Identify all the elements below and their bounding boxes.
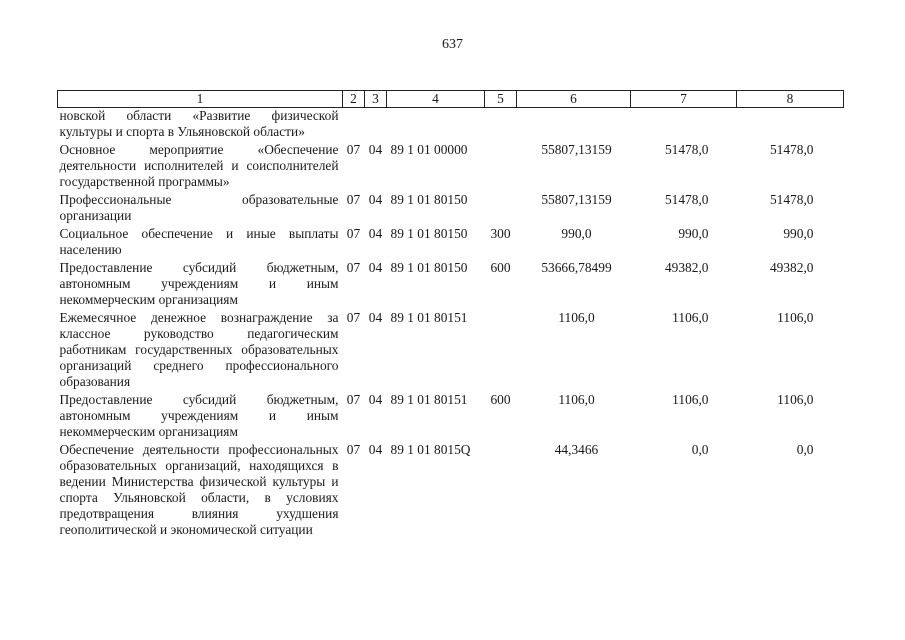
row-amount-year-1: 44,3466 bbox=[554, 442, 599, 457]
table-row bbox=[58, 442, 844, 540]
row-expense-type: 600 bbox=[490, 260, 511, 275]
column-header-6: 6 bbox=[517, 91, 631, 108]
row-target-article: 89 1 01 80150 bbox=[390, 260, 468, 275]
row-amount-year-2: 51478,0 bbox=[664, 192, 709, 207]
row-subsection: 04 bbox=[368, 226, 383, 241]
row-target-article: 89 1 01 80150 bbox=[390, 226, 468, 241]
column-header-7: 7 bbox=[631, 91, 737, 108]
header-row bbox=[58, 91, 844, 108]
page-number: 637 bbox=[442, 37, 463, 52]
row-subsection: 04 bbox=[368, 260, 383, 275]
row-target-article: 89 1 01 8015Q bbox=[390, 442, 471, 457]
row-expense-type: 300 bbox=[490, 226, 511, 241]
row-amount-year-1: 1106,0 bbox=[558, 392, 595, 407]
row-subsection: 04 bbox=[368, 142, 383, 157]
row-name: Предоставление субсидий бюджетным, автономным учреждениям и иным некоммерческим организациям bbox=[59, 260, 339, 307]
row-subsection: 04 bbox=[368, 392, 383, 407]
row-amount-year-3: 1106,0 bbox=[777, 392, 814, 407]
table-row bbox=[58, 226, 844, 260]
row-subsection: 04 bbox=[368, 310, 383, 325]
column-header-4: 4 bbox=[387, 91, 485, 108]
table-row bbox=[58, 260, 844, 310]
row-target-article: 89 1 01 80150 bbox=[390, 192, 468, 207]
row-amount-year-1: 55807,13159 bbox=[541, 192, 612, 207]
column-header-1: 1 bbox=[58, 91, 343, 108]
row-subsection bbox=[365, 108, 387, 143]
row-amount-year-1: 990,0 bbox=[561, 226, 592, 241]
row-expense-type bbox=[485, 142, 517, 192]
row-amount-year-3: 1106,0 bbox=[777, 310, 814, 325]
row-amount-year-1 bbox=[517, 108, 631, 143]
row-amount-year-3: 51478,0 bbox=[769, 192, 814, 207]
row-name: Профессиональные образовательные организации bbox=[59, 192, 339, 223]
row-amount-year-1: 1106,0 bbox=[558, 310, 595, 325]
table-row bbox=[58, 392, 844, 442]
row-section bbox=[343, 108, 365, 143]
row-amount-year-2: 1106,0 bbox=[672, 392, 709, 407]
row-name: новской области «Развитие физической культуры и спорта в Ульяновской области» bbox=[59, 108, 339, 139]
row-target-article: 89 1 01 00000 bbox=[390, 142, 468, 157]
table-row bbox=[58, 108, 844, 143]
row-subsection: 04 bbox=[368, 192, 383, 207]
row-expense-type bbox=[485, 192, 517, 226]
column-header-5: 5 bbox=[485, 91, 517, 108]
row-expense-type bbox=[485, 442, 517, 540]
row-section: 07 bbox=[346, 142, 361, 157]
column-header-3: 3 bbox=[365, 91, 387, 108]
row-section: 07 bbox=[346, 226, 361, 241]
table-row bbox=[58, 192, 844, 226]
row-amount-year-2: 51478,0 bbox=[664, 142, 709, 157]
row-amount-year-3: 49382,0 bbox=[769, 260, 814, 275]
row-expense-type: 600 bbox=[490, 392, 511, 407]
row-name: Предоставление субсидий бюджетным, автономным учреждениям и иным некоммерческим организациям bbox=[59, 392, 339, 439]
row-name: Основное мероприятие «Обеспечение деятельности исполнителей и соисполнителей государственной программы» bbox=[59, 142, 339, 189]
row-section: 07 bbox=[346, 192, 361, 207]
row-section: 07 bbox=[346, 310, 361, 325]
row-amount-year-3: 0,0 bbox=[796, 442, 814, 457]
table-row bbox=[58, 142, 844, 192]
column-header-2: 2 bbox=[343, 91, 365, 108]
row-amount-year-3: 990,0 bbox=[783, 226, 814, 241]
row-amount-year-2: 49382,0 bbox=[664, 260, 709, 275]
row-target-article: 89 1 01 80151 bbox=[390, 310, 468, 325]
row-amount-year-2: 1106,0 bbox=[672, 310, 709, 325]
row-amount-year-2: 0,0 bbox=[691, 442, 709, 457]
row-amount-year-3 bbox=[737, 108, 844, 143]
budget-table bbox=[57, 90, 844, 540]
row-amount-year-2 bbox=[631, 108, 737, 143]
row-section: 07 bbox=[346, 442, 361, 457]
row-section: 07 bbox=[346, 260, 361, 275]
row-section: 07 bbox=[346, 392, 361, 407]
row-amount-year-1: 53666,78499 bbox=[541, 260, 612, 275]
table-row bbox=[58, 310, 844, 392]
row-amount-year-3: 51478,0 bbox=[769, 142, 814, 157]
column-header-8: 8 bbox=[737, 91, 844, 108]
row-target-article: 89 1 01 80151 bbox=[390, 392, 468, 407]
row-expense-type bbox=[485, 310, 517, 392]
row-name: Ежемесячное денежное вознаграждение за классное руководство педагогическим работникам государственных образовательных организаций среднего профессионального образования bbox=[59, 310, 339, 389]
row-expense-type bbox=[485, 108, 517, 143]
row-amount-year-2: 990,0 bbox=[678, 226, 709, 241]
row-target-article bbox=[387, 108, 485, 143]
row-amount-year-1: 55807,13159 bbox=[541, 142, 612, 157]
row-subsection: 04 bbox=[368, 442, 383, 457]
row-name: Обеспечение деятельности профессиональных образовательных организаций, находящихся в ведении Министерства физической культуры и спорта Ульяновской области, в условиях предотвращения влияния ухудшения геополитической и экономической ситуации bbox=[59, 442, 339, 537]
row-name: Социальное обеспечение и иные выплаты населению bbox=[59, 226, 339, 257]
